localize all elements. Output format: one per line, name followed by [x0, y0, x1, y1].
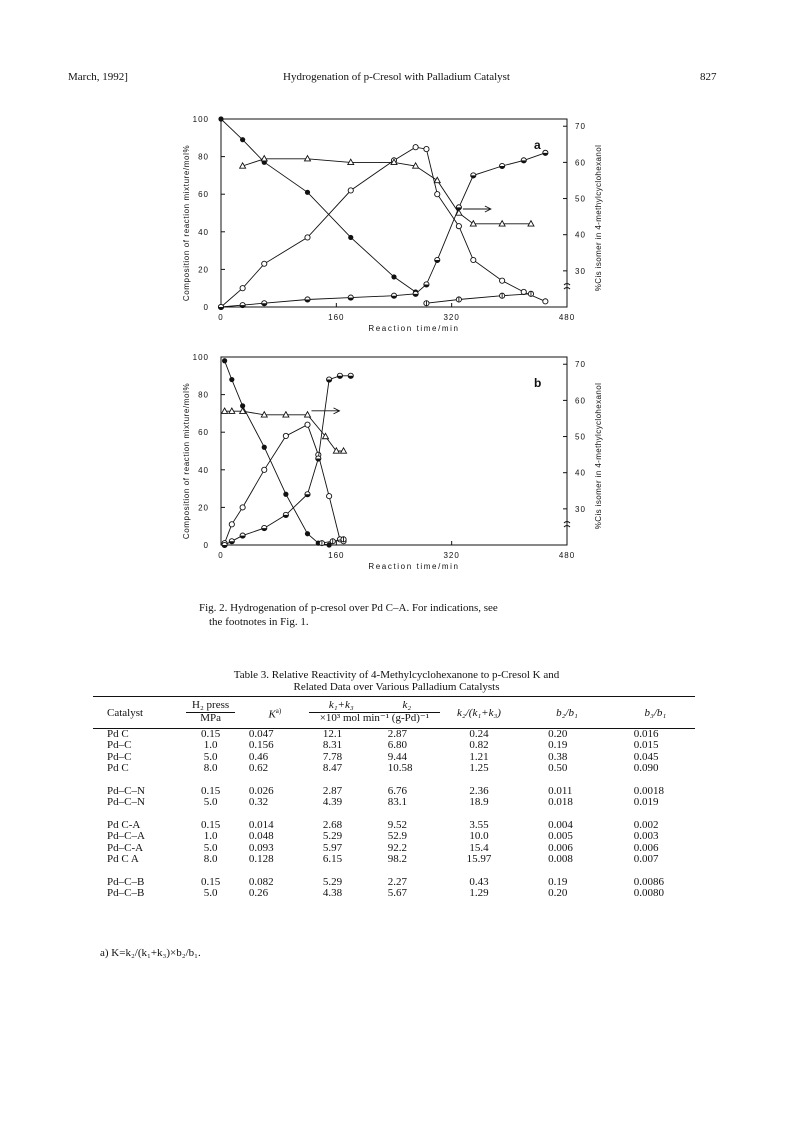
y-tick-label: 100 [192, 353, 209, 362]
cell-b3b1-value: 0.006 [633, 841, 659, 854]
cell-ratio-value: 0.24 [469, 727, 489, 740]
cell-k1k3-value: 7.78 [322, 750, 343, 763]
cell-ratio-value: 15.4 [469, 841, 489, 854]
data-point-open [305, 235, 310, 240]
y-tick-label: 20 [198, 265, 209, 275]
y-tick-label: 80 [198, 390, 209, 400]
y-tick-label: 20 [198, 503, 209, 513]
figure-caption [199, 601, 599, 629]
cell-catalyst: Pd–C–A [107, 830, 145, 842]
data-point-triangle [305, 156, 311, 161]
cell-b2b1-value: 0.004 [548, 818, 573, 831]
cell-ratio-value: 1.25 [469, 762, 489, 774]
panel-label: b [534, 376, 542, 390]
cell-b3b1-value: 0.003 [633, 830, 659, 842]
data-point-triangle [528, 221, 534, 226]
table-row [93, 740, 695, 752]
cell-ratio-value: 0.43 [469, 875, 489, 888]
col-h2-press-label: H₂ press [186, 700, 235, 713]
y-right-axis-label: %Cis isomer in 4-methylcyclohexanol [594, 144, 603, 292]
group-spacer-cell [93, 866, 695, 877]
x-tick-label: 160 [328, 551, 345, 560]
cell-b3b1-value: 0.0086 [633, 875, 665, 888]
caption-line-1: Fig. 2. Hydrogenation of p-cresol over Pd C–A. For indications, see [199, 602, 498, 614]
cell-k-value: 0.047 [248, 727, 274, 740]
col-b3b1 [616, 697, 695, 729]
cell-b2b1-value: 0.19 [548, 739, 568, 751]
y-tick-label: 40 [198, 227, 209, 237]
group-spacer-cell [93, 809, 695, 820]
table-title [0, 669, 793, 693]
cell-k-value: 0.32 [248, 796, 269, 808]
cell-h2-press: 0.15 [200, 818, 221, 831]
group-spacer-cell [93, 775, 695, 786]
data-point-open [305, 422, 310, 427]
cell-b2b1-value: 0.50 [548, 762, 568, 774]
cell-k-value: 0.62 [248, 762, 269, 774]
data-point-triangle [499, 221, 505, 226]
cell-k2-value: 2.87 [387, 727, 407, 740]
x-tick-label: 480 [558, 313, 576, 322]
y-tick-label: 60 [198, 190, 209, 200]
cell-ratio-value: 3.55 [469, 818, 489, 831]
cell-catalyst: Pd–C-A [107, 841, 144, 854]
cell-catalyst: Pd–C–N [107, 784, 145, 797]
col-k2-label: k₂ [402, 699, 412, 712]
cell-catalyst: Pd–C [107, 739, 132, 751]
data-point-open [240, 505, 245, 510]
cell-catalyst: Pd–C–B [107, 875, 145, 888]
x-axis-label: Reaction time/min [368, 562, 460, 571]
cell-catalyst: Pd C-A [107, 818, 141, 831]
cell-b3b1-value: 0.016 [633, 727, 659, 740]
y-right-axis-label: %Cis isomer in 4-methylcyclohexanol [594, 382, 603, 530]
col-h2-press [180, 697, 241, 713]
cell-h2-press: 0.15 [200, 727, 221, 740]
cell-ratio-value: 15.97 [466, 853, 492, 865]
table-title-line-2: Related Data over Various Palladium Catalysts [293, 681, 500, 693]
data-point-filled [222, 358, 227, 363]
col-k-footnote-mark: a) [275, 707, 282, 716]
data-point-filled [305, 190, 310, 195]
data-point-filled [218, 116, 223, 121]
x-tick-label: 320 [443, 551, 460, 560]
data-point-open [348, 188, 353, 193]
cell-k2-value: 52.9 [387, 830, 407, 842]
group-spacer [93, 866, 695, 877]
data-point-open [262, 261, 267, 266]
x-tick-label: 160 [328, 313, 345, 322]
cell-ratio-value: 10.0 [469, 830, 489, 842]
panel-label: a [534, 138, 541, 152]
cell-b2b1-value: 0.38 [548, 750, 568, 763]
cell-b3b1-value: 0.007 [633, 853, 659, 865]
y-tick-label: 100 [192, 115, 209, 124]
cell-b2b1-value: 0.20 [548, 727, 568, 740]
cell-k2-value: 9.52 [387, 818, 407, 831]
x-tick-label: 0 [218, 551, 224, 560]
series-line-half-circle [221, 153, 545, 307]
running-header-title: Hydrogenation of p-Cresol with Palladium Catalyst [283, 71, 510, 83]
cell-k-value: 0.128 [248, 853, 274, 865]
x-tick-label: 0 [218, 313, 224, 322]
cell-h2-press: 1.0 [203, 739, 218, 751]
cell-b2b1-value: 0.20 [548, 887, 568, 899]
x-tick-label: 320 [443, 313, 460, 322]
y-right-tick-label: 70 [575, 122, 586, 132]
cell-k2-value: 83.1 [387, 796, 407, 808]
cell-k2-value: 6.80 [387, 739, 407, 751]
data-point-open [435, 192, 440, 197]
table-row [93, 763, 695, 775]
table-row [93, 888, 695, 900]
series-line-open-circle [225, 425, 344, 543]
cell-h2-press: 5.0 [203, 887, 218, 899]
y-tick-label: 60 [198, 428, 209, 438]
caption-line-2: the footnotes in Fig. 1. [209, 616, 309, 628]
data-point-open [500, 278, 505, 283]
cell-b3b1-value: 0.0018 [633, 784, 665, 797]
table-row [93, 797, 695, 809]
data-point-open [240, 286, 245, 291]
cell-ratio-value: 18.9 [469, 796, 489, 808]
cell-k-value: 0.26 [248, 887, 269, 899]
cell-h2-press: 8.0 [203, 853, 218, 865]
table-row [93, 831, 695, 843]
cell-k1k3-value: 5.29 [322, 830, 343, 842]
cell-b2b1-value: 0.018 [548, 796, 573, 808]
col-k-symbol: K [268, 708, 276, 721]
data-point-filled [262, 445, 267, 450]
data-point-triangle [261, 156, 267, 161]
cell-k1k3-value: 2.87 [322, 784, 343, 797]
x-axis-label: Reaction time/min [368, 324, 460, 333]
col-b2b1-label: b₂/b₁ [556, 707, 578, 719]
cell-k-value: 0.093 [248, 841, 274, 854]
cell-h2-press: 1.0 [203, 830, 218, 842]
series-line-circle-bar [426, 294, 531, 303]
cell-catalyst: Pd C [107, 727, 129, 740]
data-point-open [327, 494, 332, 499]
data-point-triangle [434, 177, 440, 182]
y-tick-label: 0 [203, 541, 209, 550]
cell-k1k3-value: 12.1 [322, 727, 343, 740]
cell-ratio-value: 0.82 [469, 739, 489, 751]
cell-b2b1-value: 0.005 [548, 830, 573, 842]
data-point-open [413, 145, 418, 150]
cell-catalyst: Pd C A [107, 853, 139, 865]
cell-h2-press: 0.15 [200, 784, 221, 797]
plot-frame [221, 357, 567, 545]
col-b2b1 [518, 697, 616, 729]
y-right-tick-label: 30 [575, 266, 586, 276]
data-point-triangle [470, 221, 476, 226]
y-tick-label: 0 [203, 303, 209, 312]
cell-k1k3-value: 8.47 [322, 762, 343, 774]
cell-h2-press: 5.0 [203, 796, 218, 808]
cell-k-value: 0.026 [248, 784, 274, 797]
y-axis-label: Composition of reaction mixture/mol% [182, 382, 191, 540]
y-right-tick-label: 50 [575, 432, 586, 442]
data-point-open [283, 433, 288, 438]
cell-catalyst: Pd–C–N [107, 796, 145, 808]
cell-k2-value: 92.2 [387, 841, 407, 854]
y-right-tick-label: 70 [575, 360, 586, 370]
cell-b3b1-value: 0.0080 [633, 887, 665, 899]
cell-h2-press: 8.0 [203, 762, 218, 774]
cell-ratio-value: 1.21 [469, 750, 489, 763]
cell-h2-press: 5.0 [203, 750, 218, 763]
table-3 [93, 696, 695, 900]
data-point-open [229, 522, 234, 527]
data-point-triangle [283, 412, 289, 417]
data-point-open [471, 257, 476, 262]
cell-k-value: 0.048 [248, 830, 274, 842]
cell-b2b1-value: 0.008 [548, 853, 573, 865]
cell-k2-value: 10.58 [387, 762, 413, 774]
running-header-date: March, 1992] [68, 71, 128, 83]
cell-k2-value: 2.27 [387, 875, 407, 888]
table-row [93, 854, 695, 866]
cell-k-value: 0.082 [248, 875, 274, 888]
y-right-tick-label: 40 [575, 468, 586, 478]
cell-h2-press: 0.15 [200, 875, 221, 888]
col-b3b1-label: b₃/b₁ [644, 707, 667, 719]
series-line-filled-circle [225, 361, 330, 545]
right-axis-arrow [463, 206, 491, 212]
col-k2 [374, 697, 440, 713]
table-title-line-1: Table 3. Relative Reactivity of 4-Methylcyclohexanone to p-Cresol K and [233, 669, 560, 681]
cell-k-value: 0.46 [248, 750, 269, 763]
y-tick-label: 80 [198, 152, 209, 162]
cell-catalyst: Pd–C–B [107, 887, 145, 899]
table-body [93, 728, 695, 900]
col-catalyst: Catalyst [107, 707, 144, 719]
group-spacer [93, 775, 695, 786]
cell-b2b1-value: 0.011 [548, 784, 573, 797]
cell-k-value: 0.156 [248, 739, 274, 751]
data-point-triangle [229, 408, 235, 413]
data-point-triangle [305, 412, 311, 417]
cell-b2b1-value: 0.006 [548, 841, 573, 854]
data-point-open [424, 146, 429, 151]
series-line-open-circle [221, 147, 545, 307]
col-ratio-label: k₂/(k₁+k₃) [457, 707, 501, 719]
cell-b2b1-value: 0.19 [548, 875, 568, 888]
cell-k-value: 0.014 [248, 818, 274, 831]
col-k1k3 [309, 697, 374, 713]
cell-h2-press: 5.0 [203, 841, 218, 854]
cell-k1k3-value: 2.68 [322, 818, 343, 831]
series-line-filled-circle [221, 119, 416, 292]
data-point-filled [229, 377, 234, 382]
cell-b3b1-value: 0.015 [633, 739, 659, 751]
col-rate-unit: ×10³ mol min⁻¹ (g-Pd)⁻¹ [309, 713, 440, 729]
cell-k2-value: 5.67 [387, 887, 407, 899]
data-point-filled [348, 235, 353, 240]
cell-ratio-value: 1.29 [469, 887, 489, 899]
data-point-filled [283, 492, 288, 497]
cell-b3b1-value: 0.090 [633, 762, 659, 774]
col-h2-unit: MPa [200, 711, 221, 724]
series-line-half-circle [225, 376, 351, 545]
cell-k1k3-value: 6.15 [322, 853, 343, 865]
cell-catalyst: Pd C [107, 762, 129, 774]
x-tick-label: 480 [558, 551, 576, 560]
col-ratio [440, 697, 518, 729]
data-point-open [456, 224, 461, 229]
cell-k2-value: 9.44 [387, 750, 407, 763]
y-right-tick-label: 50 [575, 194, 586, 204]
y-tick-label: 40 [198, 465, 209, 475]
cell-k1k3-value: 5.29 [322, 875, 343, 888]
cell-b3b1-value: 0.019 [633, 796, 659, 808]
series-line-triangle [243, 159, 531, 224]
table-footnote: a) K=k₂/(k₁+k₃)×b₂/b₁. [100, 947, 201, 959]
data-point-filled [391, 274, 396, 279]
data-point-filled [305, 531, 310, 536]
group-spacer [93, 809, 695, 820]
y-right-tick-label: 30 [575, 504, 586, 514]
cell-k2-value: 98.2 [387, 853, 407, 865]
cell-k1k3-value: 4.38 [322, 887, 343, 899]
data-point-filled [240, 137, 245, 142]
cell-b3b1-value: 0.002 [633, 818, 659, 831]
cell-k1k3-value: 5.97 [322, 841, 343, 854]
cell-catalyst: Pd–C [107, 750, 132, 763]
cell-k1k3-value: 8.31 [322, 739, 343, 751]
data-point-open [262, 467, 267, 472]
page-number: 827 [700, 71, 717, 83]
cell-ratio-value: 2.36 [469, 784, 489, 797]
y-right-tick-label: 60 [575, 158, 586, 168]
col-k1k3-label: k₁+k₃ [328, 699, 354, 712]
cell-k2-value: 6.76 [387, 784, 407, 797]
y-right-tick-label: 60 [575, 396, 586, 406]
data-point-triangle [222, 408, 228, 413]
y-axis-label: Composition of reaction mixture/mol% [182, 144, 191, 302]
cell-b3b1-value: 0.045 [633, 750, 659, 763]
y-right-tick-label: 40 [575, 230, 586, 240]
cell-k1k3-value: 4.39 [322, 796, 343, 808]
data-point-open [543, 299, 548, 304]
data-point-triangle [341, 448, 347, 453]
col-k [241, 697, 309, 729]
